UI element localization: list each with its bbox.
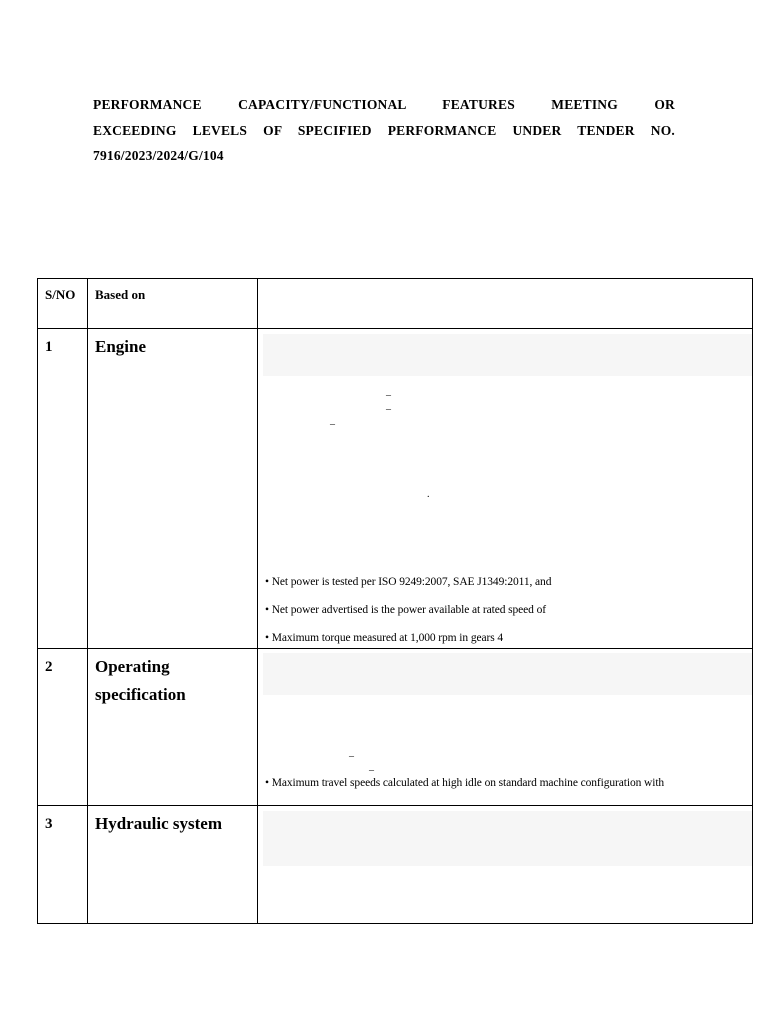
- operating-note: • Maximum travel speeds calculated at high idle on standard machine configuration with: [265, 777, 665, 789]
- heading-line-3: 7916/2023/2024/G/104: [93, 148, 224, 163]
- detail-mark: –: [349, 751, 354, 762]
- detail-mark: –: [386, 390, 391, 401]
- header-sno: S/NO: [38, 279, 88, 329]
- detail-mark: –: [369, 765, 374, 776]
- document-heading: [93, 92, 675, 169]
- table-row: [38, 329, 753, 649]
- engine-note: • Maximum torque measured at 1,000 rpm in gears 4: [265, 632, 504, 644]
- table-row: [38, 806, 753, 924]
- table-header-row: [38, 279, 753, 329]
- row-details: [258, 806, 753, 924]
- detail-mark: .: [427, 489, 430, 500]
- row-based-on: Operating specification: [88, 649, 258, 806]
- table-row: [38, 649, 753, 806]
- engine-note: • Net power advertised is the power available at rated speed of: [265, 604, 546, 616]
- row-number: 2: [38, 649, 88, 806]
- header-based-on: Based on: [88, 279, 258, 329]
- detail-mark: –: [386, 404, 391, 415]
- row-number: 1: [38, 329, 88, 649]
- row-number: 3: [38, 806, 88, 924]
- header-details: [258, 279, 753, 329]
- redacted-block: [263, 811, 752, 866]
- row-details: [258, 329, 753, 649]
- row-based-on: Hydraulic system: [88, 806, 258, 924]
- heading-line-1: PERFORMANCE CAPACITY/FUNCTIONAL FEATURES MEETING OR: [93, 97, 675, 112]
- heading-line-2: EXCEEDING LEVELS OF SPECIFIED PERFORMANCE UNDER TENDER NO.: [93, 122, 675, 138]
- row-details: [258, 649, 753, 806]
- detail-mark: –: [330, 419, 335, 430]
- engine-note: • Net power is tested per ISO 9249:2007, SAE J1349:2011, and: [265, 576, 552, 588]
- redacted-block: [263, 653, 752, 695]
- specification-table: [37, 278, 753, 924]
- redacted-block: [263, 334, 752, 376]
- row-based-on: Engine: [88, 329, 258, 649]
